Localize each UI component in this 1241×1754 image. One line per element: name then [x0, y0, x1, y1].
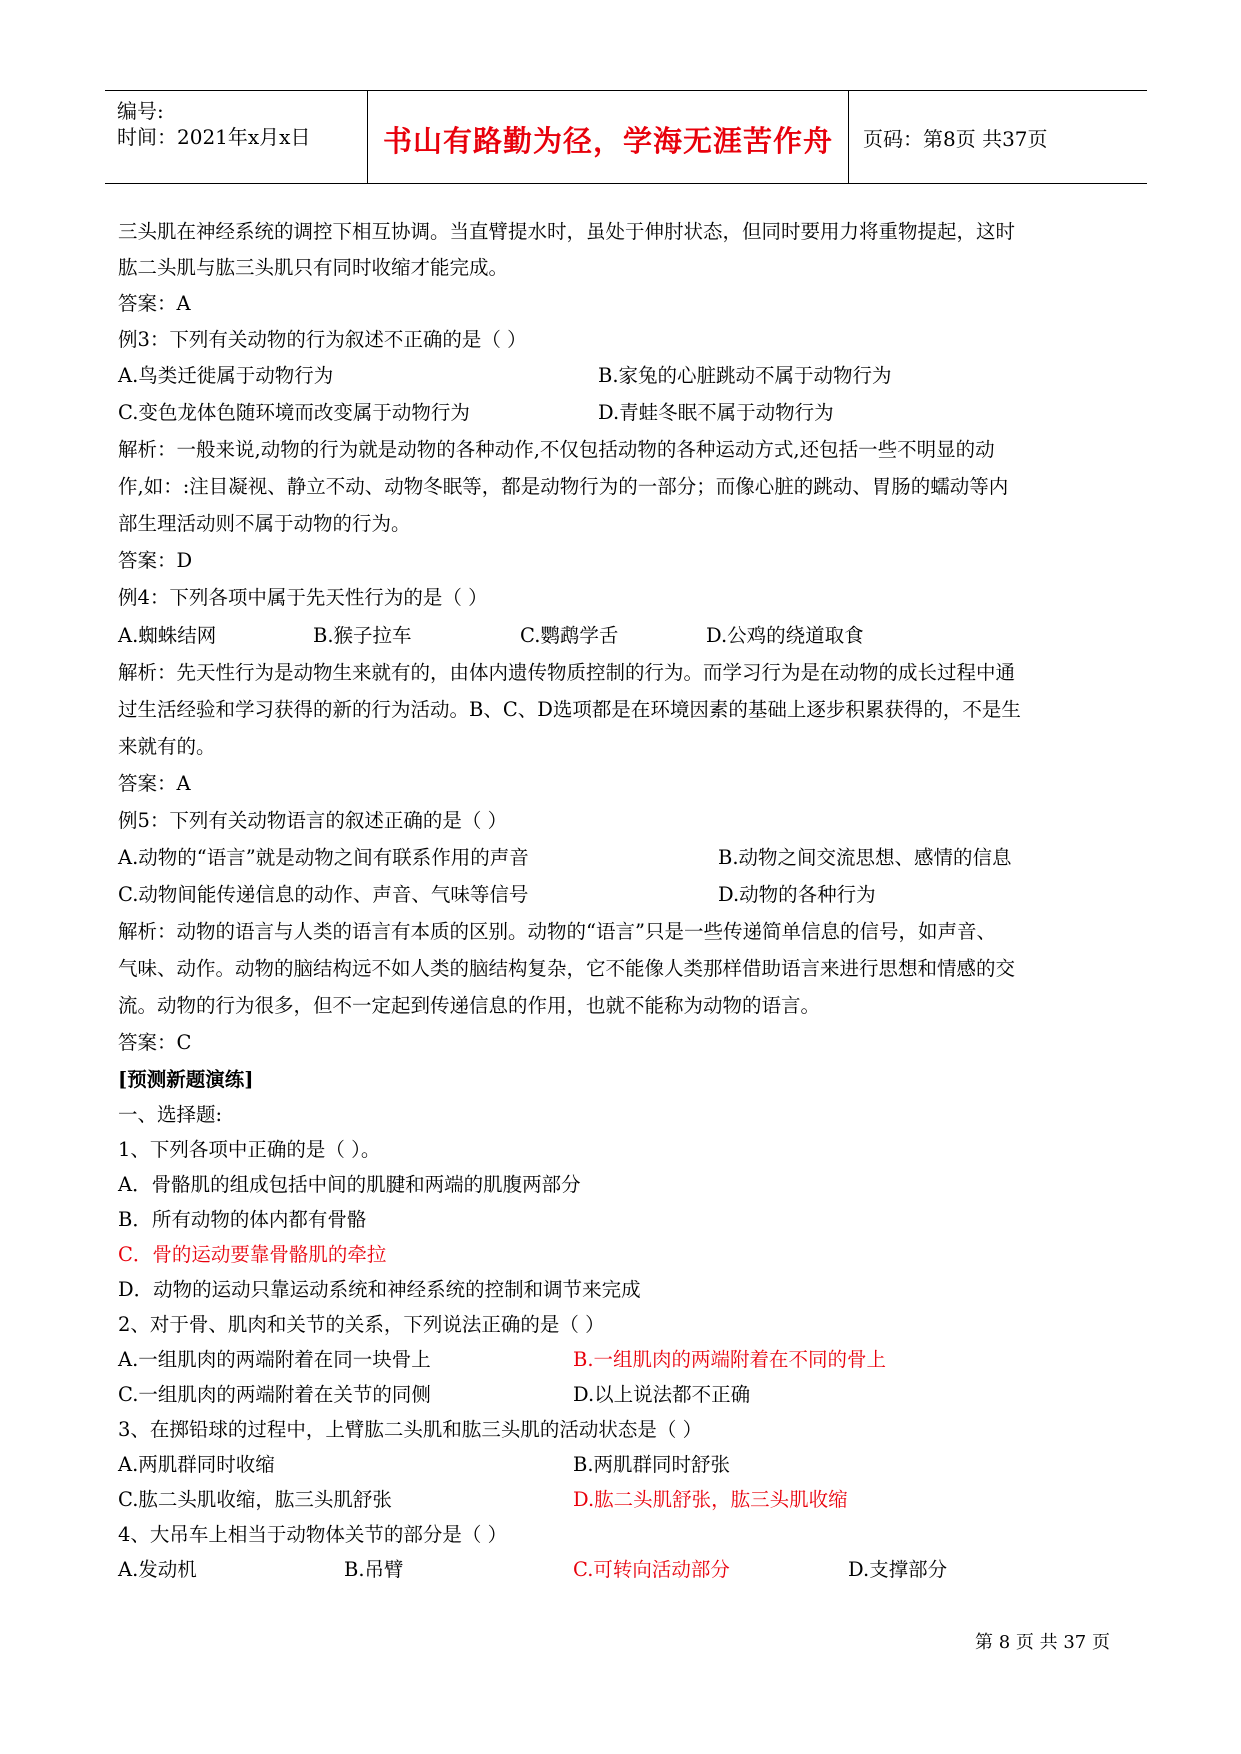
analysis-line: 解析：先天性行为是动物生来就有的，由体内遗传物质控制的行为。而学习行为是在动物的成长过程中通: [118, 661, 1016, 684]
analysis-line: 流。动物的行为很多，但不一定起到传递信息的作用，也就不能称为动物的语言。: [118, 994, 821, 1017]
option-b: B.两肌群同时舒张: [573, 1453, 731, 1476]
doc-time-label: 时间：2021年x月x日: [117, 125, 311, 149]
analysis-line: 过生活经验和学习获得的新的行为活动。B、C、D选项都是在环境因素的基础上逐步积累获得的，不是生: [118, 698, 1021, 721]
example-question: 例3：下列有关动物的行为叙述不正确的是（ ）: [118, 328, 527, 351]
option-d-correct: D.肱二头肌舒张，肱三头肌收缩: [573, 1488, 848, 1511]
question-line: 4、大吊车上相当于动物体关节的部分是（ ）: [118, 1523, 508, 1546]
analysis-line: 部生理活动则不属于动物的行为。: [118, 512, 411, 535]
section-heading: [预测新题演练]: [118, 1068, 254, 1091]
option-c: C.肱二头肌收缩，肱三头肌舒张: [118, 1488, 392, 1511]
text-line: 三头肌在神经系统的调控下相互协调。当直臂提水时，虽处于伸肘状态，但同时要用力将重物提起，这时: [118, 220, 1016, 243]
header-page-info: 页码：第8页 共37页: [863, 127, 1048, 151]
doc-number-label: 编号:: [117, 99, 164, 123]
option-b: B.动物之间交流思想、感情的信息: [718, 846, 1012, 869]
header-middle-cell: [368, 91, 849, 183]
example-question: 例5：下列有关动物语言的叙述正确的是（ ）: [118, 809, 508, 832]
header-left-cell: [105, 91, 368, 183]
option-a: A.两肌群同时收缩: [118, 1453, 275, 1476]
option-b: B.家兔的心脏跳动不属于动物行为: [598, 364, 892, 387]
option-d: D.以上说法都不正确: [573, 1383, 751, 1406]
header-motto: 书山有路勤为径，学海无涯苦作舟: [382, 124, 833, 158]
option-b-correct: B.一组肌肉的两端附着在不同的骨上: [573, 1348, 887, 1371]
question-line: 1、下列各项中正确的是（ ）。: [118, 1138, 381, 1161]
text-line: 肱二头肌与肱三头肌只有同时收缩才能完成。: [118, 256, 509, 279]
option-a: A.一组肌肉的两端附着在同一块骨上: [118, 1348, 431, 1371]
option-a: A.蜘蛛结网: [118, 624, 217, 647]
option-d: D.公鸡的绕道取食: [706, 624, 864, 647]
option-c-correct: C．骨的运动要靠骨骼肌的牵拉: [118, 1243, 387, 1266]
analysis-line: 气味、动作。动物的脑结构远不如人类的脑结构复杂，它不能像人类那样借助语言来进行思想和情感的交: [118, 957, 1016, 980]
option-d: D．动物的运动只靠运动系统和神经系统的控制和调节来完成: [118, 1278, 641, 1301]
analysis-line: 解析：一般来说,动物的行为就是动物的各种动作,不仅包括动物的各种运动方式,还包括一些不明显的动: [118, 438, 995, 461]
option-c: C.一组肌肉的两端附着在关节的同侧: [118, 1383, 431, 1406]
page-footer: 第 8 页 共 37 页: [975, 1632, 1110, 1653]
option-c: C.鹦鹉学舌: [520, 624, 619, 647]
answer-line: 答案：C: [118, 1031, 192, 1054]
option-c-correct: C.可转向活动部分: [573, 1558, 730, 1581]
example-question: 例4：下列各项中属于先天性行为的是（ ）: [118, 586, 488, 609]
option-d: D.支撑部分: [848, 1558, 948, 1581]
analysis-line: 解析：动物的语言与人类的语言有本质的区别。动物的“语言”只是一些传递简单信息的信号，如声音、: [118, 920, 996, 943]
section-subheading: 一、选择题:: [118, 1103, 223, 1126]
option-b: B．所有动物的体内都有骨骼: [118, 1208, 367, 1231]
answer-line: 答案：A: [118, 292, 191, 315]
option-c: C.动物间能传递信息的动作、声音、气味等信号: [118, 883, 529, 906]
header-right-cell: [849, 91, 1147, 183]
option-b: B.吊臂: [344, 1558, 404, 1581]
analysis-line: 来就有的。: [118, 735, 216, 758]
option-a: A.发动机: [118, 1558, 197, 1581]
answer-line: 答案：A: [118, 772, 191, 795]
option-d: D.青蛙冬眠不属于动物行为: [598, 401, 834, 424]
option-d: D.动物的各种行为: [718, 883, 876, 906]
page-header: [105, 90, 1147, 184]
option-a: A.动物的“语言”就是动物之间有联系作用的声音: [118, 846, 529, 869]
analysis-line: 作,如：:注目凝视、静立不动、动物冬眠等，都是动物行为的一部分；而像心脏的跳动、胃肠的蠕动等内: [118, 475, 1009, 498]
question-line: 3、在掷铅球的过程中，上臂肱二头肌和肱三头肌的活动状态是（ ）: [118, 1418, 703, 1441]
option-c: C.变色龙体色随环境而改变属于动物行为: [118, 401, 470, 424]
option-a: A．骨骼肌的组成包括中间的肌腱和两端的肌腹两部分: [118, 1173, 581, 1196]
question-line: 2、对于骨、肌肉和关节的关系，下列说法正确的是（ ）: [118, 1313, 605, 1336]
option-a: A.鸟类迁徙属于动物行为: [118, 364, 334, 387]
option-b: B.猴子拉车: [313, 624, 412, 647]
answer-line: 答案：D: [118, 549, 193, 572]
